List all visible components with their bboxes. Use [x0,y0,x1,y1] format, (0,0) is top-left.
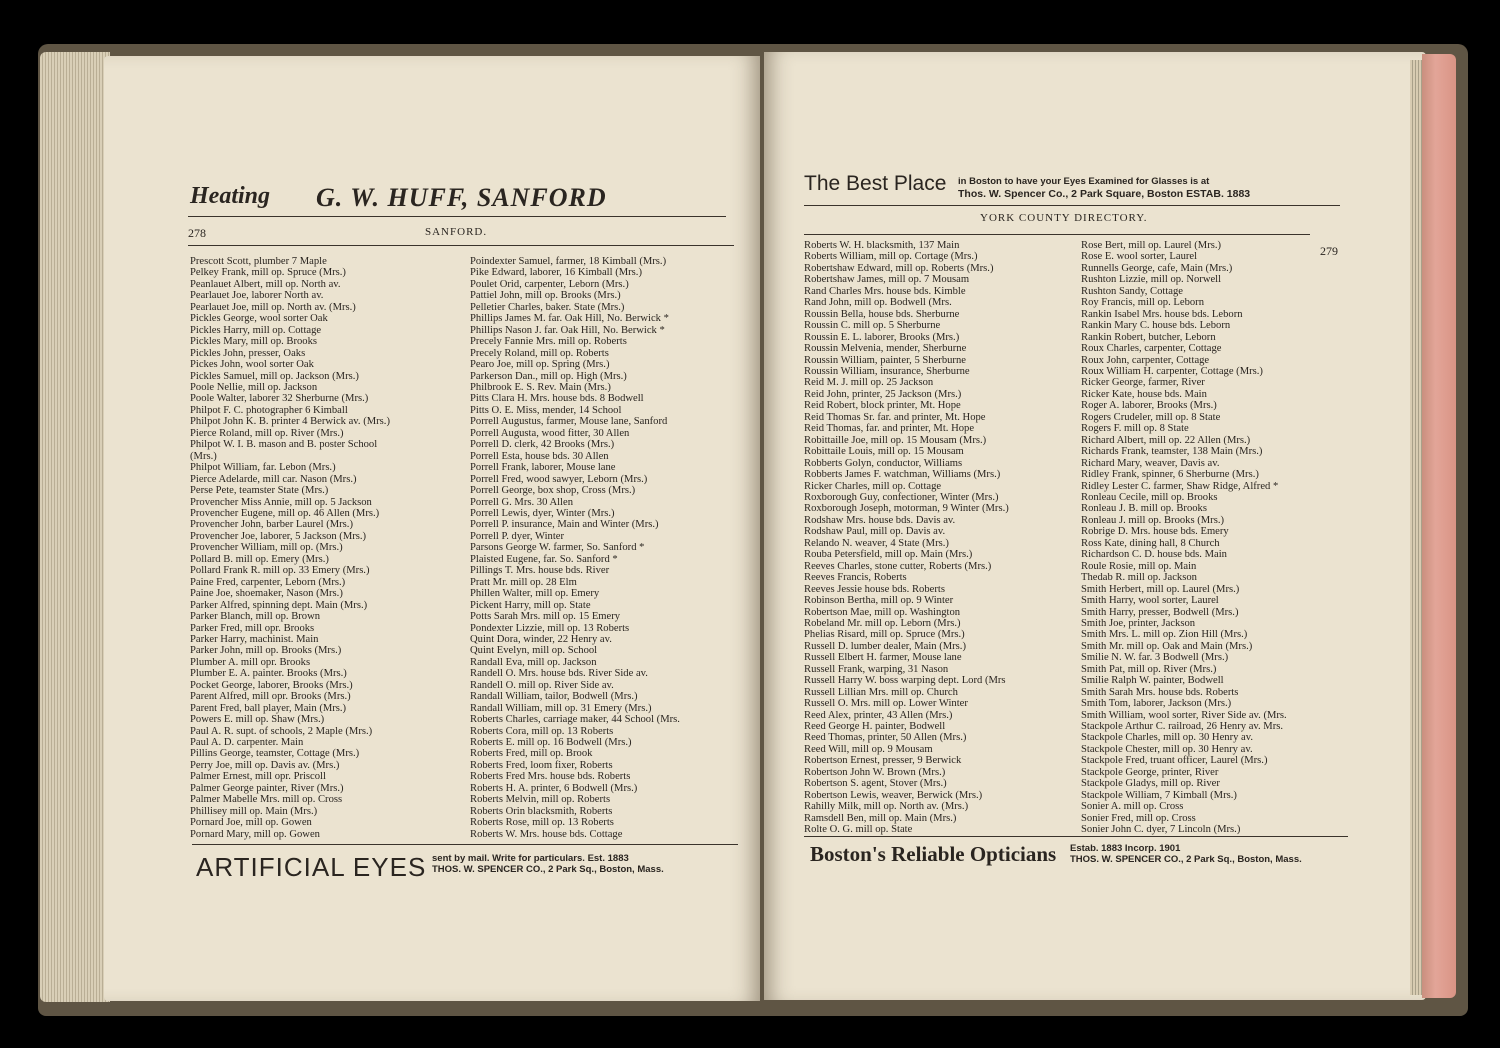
directory-entry: Smith Harry, presser, Bodwell (Mrs.) [1081,606,1239,618]
directory-entry: Pornard Mary, mill op. Gowen [190,828,320,840]
left-running-head: SANFORD. [425,226,488,238]
directory-entry: Pickles Mary, mill op. Brooks [190,336,318,348]
directory-entry: Stackpole Fred, truant officer, Laurel (Mrs.) [1081,755,1268,767]
directory-entry: Roussin William, insurance, Sherburne [804,365,970,377]
directory-entry: Robertshaw Edward, mill op. Roberts (Mrs.) [804,262,994,274]
directory-entry: Roberts Fred, loom fixer, Roberts [470,759,613,771]
directory-entry: Smith Joe, printer, Jackson [1081,617,1196,629]
directory-entry: Ridley Frank, spinner, 6 Sherburne (Mrs.) [1081,469,1259,481]
artificial-eyes-ad-title: ARTIFICIAL EYES [196,852,427,882]
directory-entry: Phillisey mill op. Main (Mrs.) [190,805,318,817]
directory-entry: Porrell Augusta, wood fitter, 30 Allen [470,427,630,439]
directory-entry: Potts Sarah Mrs. mill op. 15 Emery [470,611,621,623]
directory-entry: Palmer George painter, River (Mrs.) [190,782,344,794]
directory-entry: Rogers F. mill op. 8 State [1081,423,1189,435]
directory-entry: Provencher William, mill op. (Mrs.) [190,542,343,554]
directory-entry: Reid Thomas, far. and printer, Mt. Hope [804,423,975,435]
directory-entry: Pearlauet Joe, mill op. North av. (Mrs.) [190,301,356,313]
directory-entry: Pearo Joe, mill op. Spring (Mrs.) [470,359,610,371]
directory-entry: Roberts E. mill op. 16 Bodwell (Mrs.) [470,737,632,749]
directory-entry: Richardson C. D. house bds. Main [1081,549,1227,561]
directory-entry: Russell Lillian Mrs. mill op. Church [804,686,958,698]
directory-entry: Smith Harry, wool sorter, Laurel [1081,595,1219,607]
directory-entry: Rahilly Milk, mill op. North av. (Mrs.) [804,801,969,813]
directory-entry: Stackpole Charles, mill op. 30 Henry av. [1081,732,1254,744]
directory-entry: Roy Francis, mill op. Leborn [1081,297,1204,309]
directory-entry: Roberts Melvin, mill op. Roberts [470,794,611,806]
directory-entry: Parker John, mill op. Brooks (Mrs.) [190,645,342,657]
directory-entry: Peanlauet Albert, mill op. North av. [190,278,341,290]
right-footer-rule [804,836,1348,837]
directory-entry: Roux John, carpenter, Cottage [1081,354,1210,366]
directory-entry: Roberts Charles, carriage maker, 44 School (Mrs. [470,714,680,726]
directory-entry: Randall William, tailor, Bodwell (Mrs.) [470,691,638,703]
directory-entry: Reid John, printer, 25 Jackson (Mrs.) [804,388,962,400]
directory-entry: Pelletier Charles, baker. State (Mrs.) [470,301,625,313]
artificial-eyes-ad-line1: sent by mail. Write for particulars. Est. 1883 [432,853,629,864]
directory-entry: Pollard Frank R. mill op. 33 Emery (Mrs.) [190,565,370,577]
directory-entry: Roberts W. Mrs. house bds. Cottage [470,828,623,840]
directory-entry: Roussin William, painter, 5 Sherburne [804,354,966,366]
directory-entry: Pickles George, wool sorter Oak [190,313,328,325]
directory-entry: Roberts Fred Mrs. house bds. Roberts [470,771,631,783]
directory-entry: Russell D. lumber dealer, Main (Mrs.) [804,640,966,652]
directory-entry: Roux William H. carpenter, Cottage (Mrs.) [1081,365,1263,377]
directory-entry: Roberts William, mill op. Cortage (Mrs.) [804,251,978,263]
directory-entry: Smith Tom, laborer, Jackson (Mrs.) [1081,698,1232,710]
directory-entry: Smilie Ralph W. painter, Bodwell [1081,675,1224,687]
directory-entry: Stackpole William, 7 Kimball (Mrs.) [1081,789,1237,801]
directory-entry: Randall William, mill op. 31 Emery (Mrs.) [470,702,652,714]
left-running-head-rule [188,245,734,246]
directory-entry: Pierce Roland, mill op. River (Mrs.) [190,427,344,439]
directory-entry: Powers E. mill op. Shaw (Mrs.) [190,714,325,726]
directory-entry: Roussin Bella, house bds. Sherburne [804,308,960,320]
directory-entry: Philpot William, far. Lebon (Mrs.) [190,462,336,474]
directory-entry: Russell Frank, warping, 31 Nason [804,663,949,675]
directory-entry: Pornard Joe, mill op. Gowen [190,817,312,829]
directory-entry: Poole Walter, laborer 32 Sherburne (Mrs.) [190,393,369,405]
directory-entry: Porrell P. dyer, Winter [470,530,564,542]
reliable-opticians-ad-line2: THOS. W. SPENCER CO., 2 Park Sq., Boston, Mass. [1070,854,1302,865]
directory-entry: Philpot F. C. photographer 6 Kimball [190,404,348,416]
directory-entry: Smith Sarah Mrs. house bds. Roberts [1081,686,1239,698]
directory-entry: Paine Fred, carpenter, Leborn (Mrs.) [190,576,346,588]
directory-entry: Robertson Lewis, weaver, Berwick (Mrs.) [804,789,983,801]
directory-entry: Precely Roland, mill op. Roberts [470,347,609,359]
directory-entry: Smith Pat, mill op. River (Mrs.) [1081,663,1217,675]
directory-entry: Rose E. wool sorter, Laurel [1081,251,1198,263]
directory-entry: Parker Harry, machinist. Main [190,633,319,645]
directory-entry: Roux Charles, carpenter, Cottage [1081,343,1222,355]
directory-entry: Ricker Kate, house bds. Main [1081,388,1207,400]
page-edges-left [40,52,110,1002]
directory-entry: Porrell D. clerk, 42 Brooks (Mrs.) [470,439,615,451]
directory-entry: Roxborough Joseph, motorman, 9 Winter (Mrs.) [804,503,1009,515]
right-column-2 [1081,240,1349,836]
directory-entry: Pickent Harry, mill op. State [470,599,591,611]
directory-entry: Pickles John, presser, Oaks [190,347,306,359]
directory-entry: (Mrs.) [190,450,217,462]
directory-entry: Thedab R. mill op. Jackson [1081,572,1197,584]
directory-entry: Relando N. weaver, 4 State (Mrs.) [804,537,949,549]
directory-entry: Reeves Charles, stone cutter, Roberts (Mrs.) [804,560,992,572]
best-place-ad-line2: Thos. W. Spencer Co., 2 Park Square, Boston ESTAB. 1883 [958,188,1251,200]
directory-entry: Porrell P. insurance, Main and Winter (Mrs.) [470,519,659,531]
directory-entry: Phillen Walter, mill op. Emery [470,588,600,600]
directory-entry: Robittaile Louis, mill op. 15 Mousam [804,446,964,458]
directory-entry: Pocket George, laborer, Brooks (Mrs.) [190,679,353,691]
directory-entry: Robberts Golyn, conductor, Williams [804,457,963,469]
directory-entry: Randell O. Mrs. house bds. River Side av. [470,668,648,680]
directory-entry: Smith Mrs. L. mill op. Zion Hill (Mrs.) [1081,629,1248,641]
best-place-ad-line1: in Boston to have your Eyes Examined for Glasses is at [958,176,1210,187]
best-place-ad-title: The Best Place [804,172,947,195]
directory-entry: Poole Nellie, mill op. Jackson [190,381,318,393]
directory-entry: Smith Mr. mill op. Oak and Main (Mrs.) [1081,640,1253,652]
directory-entry: Parker Alfred, spinning dept. Main (Mrs.) [190,599,368,611]
directory-entry: Roussin Melvenia, mender, Sherburne [804,343,967,355]
directory-entry: Porrell Lewis, dyer, Winter (Mrs.) [470,507,615,519]
directory-entry: Sonier Fred, mill op. Cross [1081,812,1196,824]
directory-entry: Roberts Orin blacksmith, Roberts [470,805,613,817]
directory-entry: Stackpole Arthur C. railroad, 26 Henry av. Mrs. [1081,721,1284,733]
directory-entry: Reeves Francis, Roberts [804,572,907,584]
directory-entry: Pillins George, teamster, Cottage (Mrs.) [190,748,360,760]
directory-entry: Parent Fred, ball player, Main (Mrs.) [190,702,347,714]
directory-entry: Porrell Frank, laborer, Mouse lane [470,462,616,474]
left-column-1 [190,256,462,840]
directory-entry: Reid Thomas Sr. far. and printer, Mt. Hope [804,411,986,423]
directory-entry: Russell Harry W. boss warping dept. Lord (Mrs [804,675,1006,687]
directory-entry: Roussin C. mill op. 5 Sherburne [804,320,941,332]
directory-entry: Rouba Petersfield, mill op. Main (Mrs.) [804,549,973,561]
directory-entry: Paul A. D. carpenter. Main [190,737,304,749]
directory-entry: Porrell Augustus, farmer, Mouse lane, Sanford [470,416,668,428]
right-running-head: YORK COUNTY DIRECTORY. [980,212,1148,224]
directory-entry: Philpot W. I. B. mason and B. poster School [190,439,378,451]
directory-entry: Robeland Mr. mill op. Leborn (Mrs.) [804,617,961,629]
directory-entry: Robertshaw James, mill op. 7 Mousam [804,274,970,286]
right-column-1 [804,240,1074,836]
directory-entry: Perry Joe, mill op. Davis av. (Mrs.) [190,759,340,771]
directory-entry: Quint Dora, winder, 22 Henry av. [470,633,612,645]
left-footer-rule [192,844,738,845]
directory-entry: Philbrook E. S. Rev. Main (Mrs.) [470,381,611,393]
directory-entry: Paul A. R. supt. of schools, 2 Maple (Mrs.) [190,725,373,737]
directory-entry: Stackpole Chester, mill op. 30 Henry av. [1081,743,1253,755]
right-header-rule [804,205,1340,206]
directory-entry: Phillips Nason J. far. Oak Hill, No. Berwick * [470,324,665,336]
directory-entry: Sonier John C. dyer, 7 Lincoln (Mrs.) [1081,824,1241,836]
directory-entry: Provencher John, barber Laurel (Mrs.) [190,519,353,531]
directory-entry: Quint Evelyn, mill op. School [470,645,598,657]
directory-entry: Poulet Orid, carpenter, Leborn (Mrs.) [470,278,629,290]
directory-entry: Pattiel John, mill op. Brooks (Mrs.) [470,290,621,302]
directory-entry: Roule Rosie, mill op. Main [1081,560,1197,572]
directory-entry: Pelkey Frank, mill op. Spruce (Mrs.) [190,267,346,279]
directory-entry: Phillips James M. far. Oak Hill, No. Berwick * [470,313,669,325]
directory-entry: Pike Edward, laborer, 16 Kimball (Mrs.) [470,267,642,279]
directory-entry: Phelias Risard, mill op. Spruce (Mrs.) [804,629,965,641]
left-header-heating: Heating [190,183,271,209]
directory-entry: Robberts James F. watchman, Williams (Mrs.) [804,469,1001,481]
right-page-number: 279 [1320,244,1338,258]
directory-entry: Reid M. J. mill op. 25 Jackson [804,377,934,389]
directory-entry: Robertson Ernest, presser, 9 Berwick [804,755,962,767]
directory-entry: Roberts W. H. blacksmith, 137 Main [804,240,960,251]
reliable-opticians-ad-line1: Estab. 1883 Incorp. 1901 [1070,843,1181,854]
left-header-advertiser: G. W. HUFF, SANFORD [316,183,607,212]
left-header-rule [188,216,726,217]
directory-entry: Robertson S. agent, Stover (Mrs.) [804,778,947,790]
directory-entry: Pickles Samuel, mill op. Jackson (Mrs.) [190,370,359,382]
directory-entry: Randall Eva, mill op. Jackson [470,656,597,668]
directory-entry: Ronleau J. mill op. Brooks (Mrs.) [1081,514,1225,526]
directory-entry: Reid Robert, block printer, Mt. Hope [804,400,961,412]
directory-entry: Provencher Eugene, mill op. 46 Allen (Mrs.) [190,507,380,519]
directory-entry: Ronleau J. B. mill op. Brooks [1081,503,1207,515]
directory-entry: Pierce Adelarde, mill car. Nason (Mrs.) [190,473,357,485]
directory-entry: Plumber A. mill opr. Brooks [190,656,311,668]
directory-entry: Pillings T. Mrs. house bds. River [470,565,610,577]
directory-entry: Ridley Lester C. farmer, Shaw Ridge, Alfred * [1081,480,1279,492]
directory-entry: Robrige D. Mrs. house bds. Emery [1081,526,1229,538]
directory-entry: Provencher Joe, laborer, 5 Jackson (Mrs.) [190,530,367,542]
directory-entry: Randell O. mill op. River Side av. [470,679,614,691]
directory-entry: Porrell George, box shop, Cross (Mrs.) [470,485,636,497]
directory-entry: Roussin E. L. laborer, Brooks (Mrs.) [804,331,960,343]
directory-entry: Rolte O. G. mill op. State [804,824,913,836]
directory-entry: Palmer Mabelle Mrs. mill op. Cross [190,794,343,806]
directory-entry: Pearlauet Joe, laborer North av. [190,290,324,302]
directory-entry: Roxborough Guy, confectioner, Winter (Mrs.) [804,491,999,503]
directory-entry: Parent Alfred, mill opr. Brooks (Mrs.) [190,691,351,703]
directory-entry: Rankin Isabel Mrs. house bds. Leborn [1081,308,1243,320]
directory-entry: Pickes John, wool sorter Oak [190,359,314,371]
directory-entry: Sonier A. mill op. Cross [1081,801,1184,813]
directory-entry: Pitts Clara H. Mrs. house bds. 8 Bodwell [470,393,644,405]
directory-entry: Rogers Crudeler, mill op. 8 State [1081,411,1221,423]
directory-entry: Parker Fred, mill opr. Brooks [190,622,315,634]
directory-entry: Reed Alex, printer, 43 Allen (Mrs.) [804,709,953,721]
directory-entry: Robertson John W. Brown (Mrs.) [804,766,946,778]
directory-entry: Rankin Robert, butcher, Leborn [1081,331,1216,343]
directory-entry: Ricker Charles, mill op. Cottage [804,480,942,492]
left-column-2 [470,256,742,840]
directory-entry: Stackpole Gladys, mill op. River [1081,778,1220,790]
directory-entry: Ramsdell Ben, mill op. Main (Mrs.) [804,812,957,824]
directory-entry: Ross Kate, dining hall, 8 Church [1081,537,1220,549]
directory-entry: Rodshaw Mrs. house bds. Davis av. [804,514,956,526]
directory-entry: Richards Frank, teamster, 138 Main (Mrs.) [1081,446,1263,458]
directory-entry: Perse Pete, teamster State (Mrs.) [190,485,329,497]
directory-entry: Smilie N. W. far. 3 Bodwell (Mrs.) [1081,652,1229,664]
directory-entry: Rand Charles Mrs. house bds. Kimble [804,285,966,297]
artificial-eyes-ad-line2: THOS. W. SPENCER CO., 2 Park Sq., Boston, Mass. [432,864,664,875]
directory-entry: Poindexter Samuel, farmer, 18 Kimball (Mrs.) [470,256,667,267]
directory-entry: Pitts O. E. Miss, mender, 14 School [470,404,622,416]
directory-entry: Plumber E. A. painter. Brooks (Mrs.) [190,668,347,680]
directory-entry: Roberts Rose, mill op. 13 Roberts [470,817,614,829]
directory-entry: Russell O. Mrs. mill op. Lower Winter [804,698,968,710]
directory-entry: Smith William, wool sorter, River Side av. (Mrs. [1081,709,1287,721]
directory-entry: Porrell Esta, house bds. 30 Allen [470,450,609,462]
directory-entry: Prescott Scott, plumber 7 Maple [190,256,327,267]
directory-entry: Pickles Harry, mill op. Cottage [190,324,322,336]
right-running-head-rule [804,234,1310,235]
directory-entry: Robittaille Joe, mill op. 15 Mousam (Mrs.) [804,434,987,446]
directory-entry: Robinson Bertha, mill op. 9 Winter [804,595,954,607]
directory-entry: Paine Joe, shoemaker, Nason (Mrs.) [190,588,343,600]
directory-entry: Ronleau Cecile, mill op. Brooks [1081,491,1218,503]
directory-entry: Porrell G. Mrs. 30 Allen [470,496,573,508]
directory-entry: Rose Bert, mill op. Laurel (Mrs.) [1081,240,1222,251]
directory-entry: Richard Albert, mill op. 22 Allen (Mrs.) [1081,434,1251,446]
directory-entry: Pondexter Lizzie, mill op. 13 Roberts [470,622,630,634]
directory-entry: Stackpole George, printer, River [1081,766,1219,778]
directory-entry: Roberts Fred, mill op. Brook [470,748,593,760]
directory-entry: Parkerson Dan., mill op. High (Mrs.) [470,370,627,382]
directory-entry: Roberts Cora, mill op. 13 Roberts [470,725,614,737]
directory-entry: Smith Herbert, mill op. Laurel (Mrs.) [1081,583,1240,595]
directory-entry: Parker Blanch, mill op. Brown [190,611,321,623]
directory-entry: Plaisted Eugene, far. So. Sanford * [470,553,618,565]
directory-entry: Reed Thomas, printer, 50 Allen (Mrs.) [804,732,967,744]
directory-entry: Pratt Mr. mill op. 28 Elm [470,576,577,588]
directory-entry: Reeves Jessie house bds. Roberts [804,583,945,595]
directory-entry: Reed Will, mill op. 9 Mousam [804,743,933,755]
directory-entry: Pollard B. mill op. Emery (Mrs.) [190,553,329,565]
directory-entry: Rushton Sandy, Cottage [1081,285,1184,297]
directory-entry: Porrell Fred, wood sawyer, Leborn (Mrs.) [470,473,648,485]
directory-entry: Palmer Ernest, mill opr. Priscoll [190,771,326,783]
directory-entry: Richard Mary, weaver, Davis av. [1081,457,1220,469]
left-page-number: 278 [188,226,206,240]
directory-entry: Precely Fannie Mrs. mill op. Roberts [470,336,627,348]
directory-entry: Philpot John K. B. printer 4 Berwick av. (Mrs.) [190,416,390,428]
directory-entry: Robertson Mae, mill op. Washington [804,606,961,618]
directory-entry: Roger A. laborer, Brooks (Mrs.) [1081,400,1217,412]
directory-entry: Reed George H. painter, Bodwell [804,721,946,733]
directory-entry: Ricker George, farmer, River [1081,377,1205,389]
directory-entry: Roberts H. A. printer, 6 Bodwell (Mrs.) [470,782,638,794]
book-edge-right [1422,54,1456,998]
directory-entry: Rushton Lizzie, mill op. Norwell [1081,274,1222,286]
directory-entry: Runnells George, cafe, Main (Mrs.) [1081,262,1233,274]
directory-entry: Provencher Miss Annie, mill op. 5 Jackson [190,496,372,508]
directory-entry: Rankin Mary C. house bds. Leborn [1081,320,1231,332]
directory-entry: Rand John, mill op. Bodwell (Mrs. [804,297,952,309]
reliable-opticians-ad-title: Boston's Reliable Opticians [810,842,1057,866]
directory-entry: Parsons George W. farmer, So. Sanford * [470,542,645,554]
directory-entry: Russell Elbert H. farmer, Mouse lane [804,652,962,664]
directory-entry: Rodshaw Paul, mill op. Davis av. [804,526,946,538]
